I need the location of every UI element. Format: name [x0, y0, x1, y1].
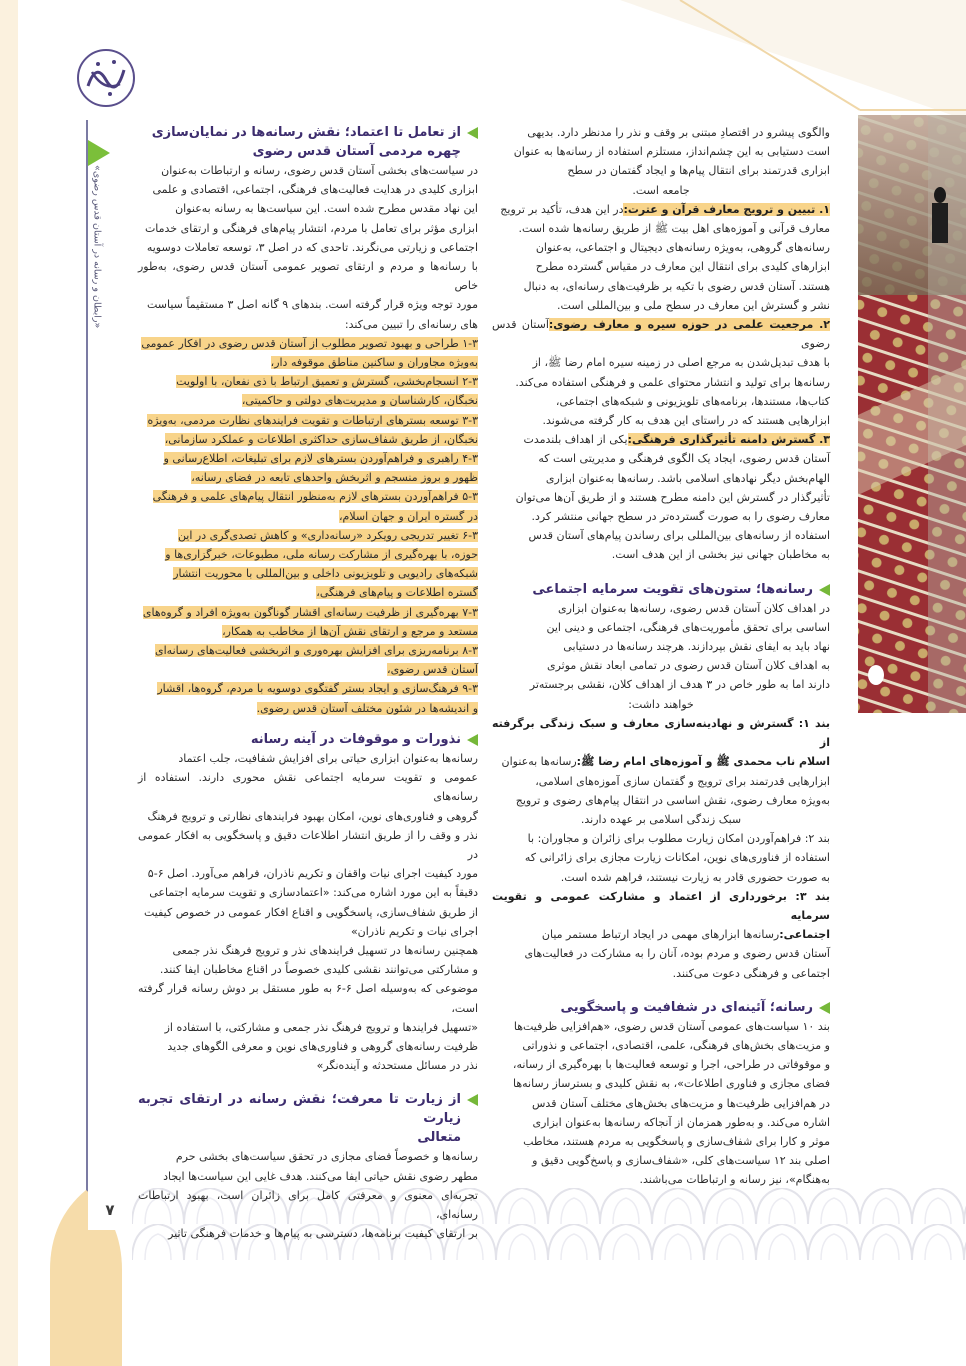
s3-line: اصلی بند ۱۲ سیاست‌های کلی، «شفاف‌سازی و پاسخ‌گویی دقیق و	[532, 1154, 830, 1168]
policy-line	[138, 699, 478, 718]
top-ornament	[120, 0, 966, 120]
s3-line: اشاره می‌کند. و به‌طور همزمان از آنجاکه رسانه‌ها به‌عنوان ابزاری	[532, 1115, 830, 1129]
item1-line	[492, 200, 830, 219]
s2-line: در اهداف کلان آستان قدس رضوی، رسانه‌ها به‌عنوان ابزاری	[558, 601, 830, 615]
highlighted-text: ۶-۳ تغییر تدریجی رویکرد «رسانه‌داری» و کاهش تصدی‌گری در این	[177, 528, 478, 542]
item1-line: نشر و گسترش این معارف در سطح ملی و بین‌المللی است.	[557, 298, 830, 312]
band3-text: رسانه‌ها ابزارهای مهمی در ایجاد ارتباط مستمر میان	[541, 928, 780, 942]
item3-title: ۳. گسترش دامنه تأثیرگذاری فرهنگی:	[627, 433, 830, 447]
item3-line: الهام‌بخش دیگر نهادهای اسلامی باشد. رسانه‌ها به‌عنوان ابزاری	[545, 471, 830, 485]
policy-line	[138, 487, 478, 506]
s3-line: بند ۱۰ سیاست‌های عمومی آستان قدس رضوی، «هم‌افزایی ظرفیت‌ها	[513, 1019, 830, 1033]
spacer	[138, 1075, 478, 1090]
s2-line: نذر و وقف را از طریق انتشار اطلاعات دقیق و پاسخگویی به افکار عمومی در	[138, 828, 478, 861]
intro-line: ابزاری کلیدی در هدایت فعالیت‌های فرهنگی، اجتماعی، اقتصادی و علمی	[152, 183, 478, 197]
s3-line: و موقوفاتی در طراحی، اجرا و توسعه فعالیت‌ها با بهره‌گیری از رسانه،	[512, 1058, 830, 1072]
s3-line: تجربه‌ای معنوی و معرفتی کامل برای زائران است، بهبود ارتباطات رسانه‌ای،	[138, 1188, 478, 1221]
highlighted-text: ۹-۳ فرهنگ‌سازی و ایجاد بستر گفتگوی دوسویه با مردم، گروه‌ها، اقشار	[157, 682, 478, 696]
policy-line	[138, 353, 478, 372]
policy-line	[138, 411, 478, 430]
section-heading	[138, 123, 478, 161]
band1-line: سبک زندگی اسلامی بر عهده دارند.	[580, 812, 742, 826]
section-heading	[138, 1090, 478, 1147]
item3-line: تأثیرگذار در گسترش این دامنه مطرح هستند و از طریق آن‌ها می‌توان	[515, 490, 830, 504]
s2-line: از طریق شفاف‌سازی، پاسخگویی و اقناع افکار عمومی در خصوص کیفیت	[143, 905, 478, 919]
section-heading-text: رسانه‌ها؛ ستون‌های تقویت سرمایه اجتماعی	[532, 581, 813, 597]
highlighted-text: ۲-۳ انسجام‌بخشی، گسترش و تعمیق ارتباط با ذی نفعان، با اولویت	[176, 375, 478, 389]
highlighted-text: ۴-۳ راهبری و فراهم‌آوردن بسترهای لازم برای تبلیغات، اطلاع‌رسانی و	[163, 452, 478, 466]
s2-line: موضوعی که به‌وسیله اصل ۶-۶ به طور مستقل بر دوش رسانه قرار گرفته است،	[138, 982, 479, 1015]
s2-line: ظرفیت رسانه‌های گروهی و فناوری‌های نوین و معرفی الگوهای جدید	[167, 1039, 478, 1053]
s3-line: رسانه‌ها و خصوصاً فضای مجازی در تحقق سیاست‌های بخشی حرم	[175, 1150, 478, 1164]
intro-line: است دستیابی به این چشم‌انداز، مستلزم استفاده از رسانه‌ها به عنوان	[513, 145, 830, 159]
intro-line: اجتماعی و زیارتی می‌نگرند. تاحدی که در اصل ۳، توسعه تعاملات دوسویه	[146, 240, 478, 254]
item3-line: آستان قدس رضوی، ایجاد یک الگوی فرهنگی و مدیریتی است که	[538, 452, 830, 466]
intro-line: مورد توجه ویژه قرار گرفته است. بندهای ۹ گانه اصل ۳ مستقیماً سیاست	[146, 298, 478, 312]
section-heading	[492, 998, 830, 1017]
highlighted-text: حوزه، با بهره‌گیری از مشارکت رسانه ملی، مطبوعات، خبرگزاری‌ها و	[165, 548, 478, 562]
band2-line: به صورت حضوری قادر به زیارت نیستند، فراهم شده است.	[560, 870, 830, 884]
band1-title: بند ۱: گسترش و نهادینه‌سازی معارف و سبک زندگی برگرفته از	[492, 716, 830, 750]
s3-line: به‌هنگام»، نیز رسانه و ارتباطات می‌باشند.	[639, 1173, 830, 1187]
band1-line: ابزارهایی قدرتمند برای ترویج و گفتمان سازی آموزه‌های اسلامی،	[535, 774, 830, 788]
highlighted-text: ۵-۳ فراهم‌آوردن بسترهای لازم به‌منظور انتقال پیام‌های علمی و فرهنگی	[152, 490, 478, 504]
s3-line: فضای مجازی و فناوری اطلاعات»، به نقش کلیدی و بسترساز رسانه‌ها	[512, 1077, 830, 1091]
item3-line: معارف رضوی را به صورت گسترده‌تر در سطح جهانی منتشر کرد.	[531, 510, 830, 524]
section-heading-text: نذورات و موقوفات در آینه رسانه	[250, 731, 461, 747]
item1-line: رسانه‌های گروهی، به‌ویژه رسانه‌های دیجیتال و اجتماعی، به‌عنوان	[535, 241, 830, 255]
policy-line	[138, 583, 478, 602]
section-heading-text: رسانه؛ آئینه‌ای در شفافیت و پاسخگویی	[560, 999, 813, 1015]
section-heading	[492, 580, 830, 599]
item3-line: استفاده از رسانه‌های بین‌المللی برای رساندن پیام‌های آستان قدس	[528, 529, 830, 543]
policy-line	[138, 430, 478, 449]
intro-line: در سیاست‌های بخشی آستان قدس رضوی، رسانه و ارتباطات به‌عنوان	[161, 164, 478, 177]
policy-line	[138, 545, 478, 564]
policy-line	[138, 468, 478, 487]
policy-line	[138, 603, 478, 622]
policy-line	[138, 641, 478, 660]
item1-line: ابزارهای کلیدی برای انتقال این معارف در مقیاس گسترده مطرح	[535, 260, 830, 274]
carpet-photo	[858, 115, 966, 713]
intro-line: با رسانه‌ها و مردم و ارتقای تصویر عمومی آستان قدس رضوی، به‌طور خاص	[138, 260, 478, 293]
highlighted-text: ۳-۳ توسعه بسترهای ارتباطات و تقویت فرایندهای نظارت مردمی، به‌ویژه	[147, 413, 478, 427]
band3-line: اجتماعی و فرهنگی دعوت می‌کنند.	[672, 966, 830, 980]
highlighted-text: شبکه‌های رادیویی و تلویزیونی داخلی و بین‌المللی با محوریت انتشار	[173, 567, 478, 581]
section-bullet-icon	[819, 1002, 830, 1014]
policy-line	[138, 526, 478, 545]
item2-title: ۲. مرجعیت علمی در حوزه سیره و معارف رضوی:	[548, 318, 830, 332]
item1-text: در این هدف، تأکید بر ترویج	[500, 202, 624, 216]
highlighted-text: به‌ویژه مجاوران و ساکنین مناطق موقوفه دار،	[270, 356, 478, 370]
highlighted-text: نخبگان، کارشناسان و مدیریت‌های دولتی و حاکمیتی،	[241, 394, 478, 408]
vertical-section-label	[86, 162, 108, 332]
section-heading-text	[138, 123, 461, 161]
s2-line: خواهند داشت:	[628, 697, 694, 711]
s2-line: عمومی و تقویت سرمایه اجتماعی نقش محوری دارند. استفاده از رسانه‌های	[138, 771, 478, 804]
s2-line: گروهی و فناوری‌های نوین، امکان بهبود فرایندهای نظارتی و ترویج فرهنگ	[147, 809, 478, 823]
s3-line: و مزیت‌های بخش‌های فرهنگی، علمی، اقتصادی، اجتماعی و نذوراتی	[522, 1038, 830, 1052]
s2-line: مورد کیفیت اجرای نیات واقفان و تکریم ناذران، فراهم می‌آورد. اصل ۶-۵	[147, 867, 478, 881]
s3-line: در هم‌افزایی ظرفیت‌ها و مزیت‌های بخش‌های مختلف آستان قدس	[532, 1096, 830, 1110]
vertical-label-text: «رابطان و رسانه در آستان قدس رضوی»	[91, 165, 103, 329]
highlighted-text: گستره اطلاعات و پیام‌های فرهنگی،	[316, 586, 478, 600]
s2-line: نذر در مسائل مستحدثه و آینده‌نگر»	[316, 1059, 478, 1073]
page-number: ۷	[105, 1201, 115, 1219]
band3-line: آستان قدس رضوی و مردم بوده، آنان را به مشارکت در فعالیت‌های	[524, 947, 830, 961]
item2-text: آستان قدس رضوی	[492, 318, 830, 351]
item2-line: ابزارهایی هستند که در راستای این هدف به کار گرفته می‌شوند.	[542, 414, 830, 428]
intro-line: این نهاد مقدس مطرح شده است. این سیاست‌ها به رسانه به‌عنوان	[175, 202, 478, 216]
intro-line: والگوی پیشرو در اقتصادِ مبتنی بر وقف و نذر را مدنظر دارد. بدیهی	[527, 126, 830, 139]
item1-line: هستند. آستان قدس رضوی با تکیه بر ظرفیت‌های رسانه‌ای، به دنبال	[523, 279, 830, 293]
highlighted-text: مستعد و مرجع و ارتقای نقش آن‌ها از مخاطب به همکار،	[222, 624, 478, 638]
item3-line: به مخاطبان جهانی نیز بخشی از این هدف است.	[611, 548, 830, 562]
highlighted-text: ۸-۳ برنامه‌ریزی برای افزایش بهره‌وری و اثربخشی فعالیت‌های رسانه‌ای	[155, 644, 478, 658]
column-left	[138, 123, 478, 1243]
highlighted-text: آستان قدس رضوی،	[387, 663, 478, 677]
item2-line: کتاب‌ها، مستندها، برنامه‌های تلویزیونی و شبکه‌های اجتماعی،	[555, 394, 830, 408]
intro-line: ابزاری قدرتمند برای انتقال پیام‌ها و ایجاد گفتمان در سطح	[567, 164, 830, 178]
highlighted-text: و اندیشه‌ها در شئون مختلف آستان قدس رضوی.	[256, 701, 478, 715]
intro-line: جامعه است.	[632, 183, 690, 197]
policy-line	[138, 449, 478, 468]
section-bullet-icon	[467, 734, 478, 746]
band1-text: رسانه‌ها به‌عنوان	[501, 755, 577, 769]
s2-line: به اهداف کلان آستان قدس رضوی در تمامی ابعاد نقش موثری	[546, 659, 830, 673]
highlighted-text: ظهور و بروز منسجم و اثربخش واحدهای تابعه در فضای رسانه،	[191, 471, 478, 485]
item2-line	[492, 315, 830, 353]
spacer	[492, 565, 830, 580]
s2-line: دارند اما به طور خاص در ۳ هدف از اهداف کلان، نقشی برجسته‌تر	[529, 678, 830, 692]
band1-line: به‌ویژه معارف رضوی، نقش اساسی در انتقال پیام‌های رضوی و ترویج	[515, 793, 830, 807]
item2-line: رسانه‌ها برای تولید و انتشار محتوای علمی و فرهنگی استفاده می‌کند.	[515, 375, 830, 389]
s2-line: نهاد باید به ایفای نقش بپردازند. هرچند رسانه‌ها در دستیابی	[563, 640, 830, 654]
band3-title: اجتماعی:	[779, 928, 830, 942]
highlighted-text: نخبگان، از طریق شفاف‌سازی حداکثری اطلاعات و عملکرد سازمانی،	[164, 432, 478, 446]
item1-title: ۱. تبیین و ترویج معارف قرآن و عترت:	[623, 202, 830, 216]
policy-line	[138, 507, 478, 526]
spacer	[138, 718, 478, 730]
policy-line	[138, 564, 478, 583]
intro-line: های رسانه‌ای را تبیین می‌کند:	[344, 317, 478, 331]
s3-line: موثر و کارا برای شفاف‌سازی و پاسخگویی به مردم هستند، مخاطب	[523, 1134, 830, 1148]
s2-line: همچنین رسانه‌ها در تسهیل فرایندهای نذر و ترویج فرهنگ نذر جمعی	[172, 943, 478, 957]
s2-line: رسانه‌ها به‌عنوان ابزاری حیاتی برای افزایش شفافیت، جلب اعتماد	[178, 751, 478, 765]
section-bullet-icon	[467, 127, 478, 139]
policy-line	[138, 391, 478, 410]
highlighted-text: در گستره ایران و جهان اسلام،	[338, 509, 478, 523]
band1-line	[492, 752, 830, 771]
heading-line: از تعامل تا اعتماد؛ نقش رسانه‌ها در نمایان‌سازی	[151, 125, 461, 140]
s2-line: «تسهیل فرایندها و ترویج فرهنگ نذر جمعی و مشارکتی، با استفاده از	[164, 1020, 478, 1034]
band2-line: بند ۲: فراهم‌آوردن امکان زیارت مطلوب برای زائران و مجاوران: با	[527, 832, 830, 846]
band2-line: استفاده از فناوری‌های نوین، امکانات زیارت مجازی برای زائرانی که	[524, 851, 830, 865]
intro-line: ابزاری مؤثر برای تعامل با مردم، انتشار پیام‌های فرهنگی و ارتقای خدمات	[144, 221, 478, 235]
item3-line	[492, 430, 830, 449]
policy-line	[138, 622, 478, 641]
section-heading-text	[138, 1090, 461, 1147]
s2-line: و مشارکتی می‌توانند نقشی کلیدی خصوصاً در اقناع مخاطبان ایفا کنند.	[159, 963, 478, 977]
highlighted-text: ۱-۳ طراحی و بهبود تصویر مطلوب از آستان قدس رضوی در افکار عمومی	[141, 336, 478, 350]
policy-line	[138, 660, 478, 679]
heading-line: متعالی	[417, 1130, 461, 1146]
spacer	[492, 983, 830, 998]
band3-title: بند ۳: برخورداری از اعتماد و مشارکت عمومی و تقویت سرمایه	[492, 889, 830, 922]
highlighted-text: ۷-۳ بهره‌گیری از ظرفیت رسانه‌ای اقشار گوناگون به‌ویژه افراد و گروه‌های	[142, 605, 478, 619]
policy-line	[138, 334, 478, 353]
s2-line: دقیقاً به این مورد اشاره می‌کند: «اعتمادسازی و تقویت سرمایه اجتماعی	[149, 886, 478, 900]
logo-calligraphy-icon	[74, 42, 138, 114]
heading-line: چهره مردمی آستان قدس رضوی	[252, 144, 461, 159]
policy-line	[138, 372, 478, 391]
s2-line: اساسی برای تحقق مأموریت‌های فرهنگی، اجتماعی و دینی این	[546, 620, 830, 634]
section-bullet-icon	[467, 1094, 478, 1106]
band1-title: اسلام ناب محمدی ﷺ و آموزه‌های امام رضا ﷺ:	[576, 755, 830, 769]
s2-line: اجرای نیات و تکریم ناذران»	[350, 924, 478, 938]
policy-line	[138, 679, 478, 698]
band3-line	[492, 925, 830, 944]
s3-line: بر ارتقای کیفیت برنامه‌ها، دسترسی به پیام‌ها و خدمات فرهنگی تاثیر	[168, 1227, 478, 1241]
s3-line: مطهر رضوی نقش حیاتی ایفا می‌کنند. هدف غایی این سیاست‌ها ایجاد	[163, 1169, 478, 1183]
item3-text: یکی از اهداف بلندمدت	[523, 433, 628, 447]
item2-line: با هدف تبدیل‌شدن به مرجع اصلی در زمینه سیره امام رضا ﷺ، از	[532, 356, 830, 370]
column-right	[492, 123, 830, 1190]
item1-line: معارف قرآنی و آموزه‌های اهل بیت ﷺ از طریق رسانه‌ها شده است.	[518, 222, 830, 236]
section-heading	[138, 730, 478, 749]
heading-line: از زیارت تا معرفت؛ نقش رسانه در ارتقای تجربه زیارت	[138, 1092, 461, 1127]
section-bullet-icon	[819, 584, 830, 596]
